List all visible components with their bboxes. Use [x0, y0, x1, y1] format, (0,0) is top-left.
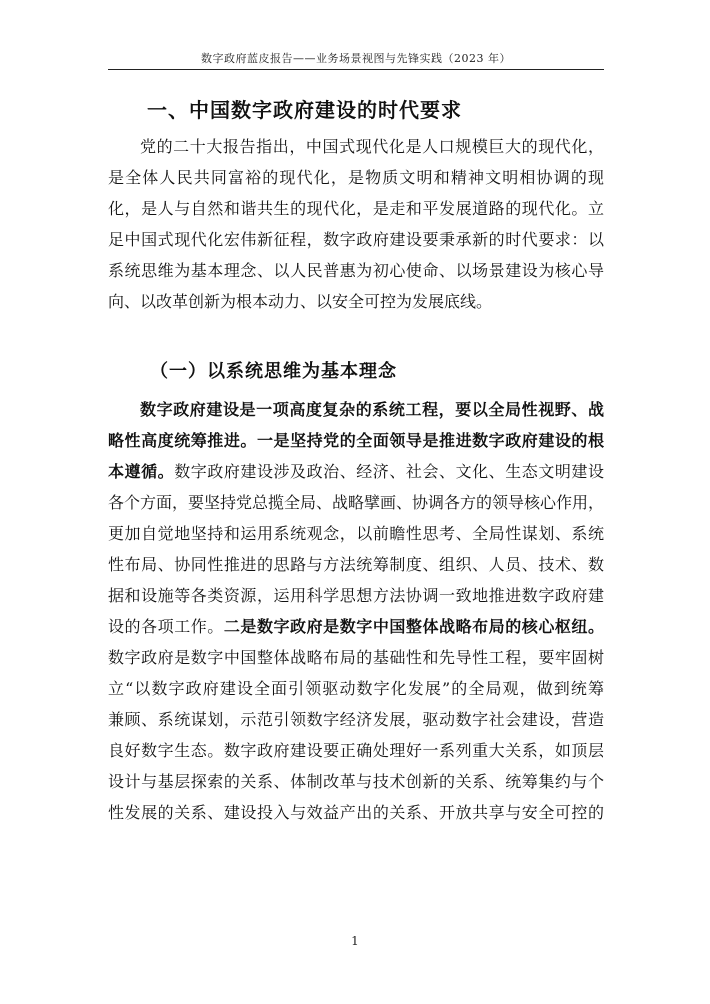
bold-phrase: 本遵循。	[108, 462, 175, 481]
paragraph-line	[108, 456, 604, 487]
paragraph-line: 良好数字生态。数字政府建设要正确处理好一系列重大关系，如顶层	[108, 741, 604, 760]
paragraph-line: 系统思维为基本理念、以人民普惠为初心使命、以场景建设为核心导	[108, 261, 604, 280]
paragraph-line: 兼顾、系统谋划，示范引领数字经济发展，驱动数字社会建设，营造	[108, 710, 604, 729]
line-text: 设的各项工作。	[108, 617, 224, 636]
page-number: 1	[351, 934, 359, 948]
subsection-heading: （一）以系统思维为基本理念	[150, 361, 397, 382]
paragraph-line: 各个方面，要坚持党总揽全局、战略擘画、协调各方的领导核心作用，	[108, 493, 604, 512]
paragraph-line: 据和设施等各类资源，运用科学思想方法协调一致地推进数字政府建	[108, 586, 604, 605]
paragraph-line: 向、以改革创新为根本动力、以安全可控为发展底线。	[108, 292, 493, 311]
paragraph-line: 更加自觉地坚持和运用系统观念，以前瞻性思考、全局性谋划、系统	[108, 524, 604, 543]
paragraph-line: 略性高度统筹推进。一是坚持党的全面领导是推进数字政府建设的根	[108, 431, 604, 450]
paragraph-line: 设计与基层探索的关系、体制改革与技术创新的关系、统筹集约与个	[108, 772, 604, 791]
paragraph-line: 数字政府建设是一项高度复杂的系统工程，要以全局性视野、战	[140, 400, 604, 419]
intro-paragraph	[108, 131, 604, 317]
paragraph-line: 足中国式现代化宏伟新征程，数字政府建设要秉承新的时代要求：以	[108, 230, 604, 249]
paragraph-line	[108, 611, 604, 642]
header-rule	[108, 69, 604, 70]
paragraph-line: 化，是人与自然和谐共生的现代化，是走和平发展道路的现代化。立	[108, 199, 604, 218]
paragraph-line: 是全体人民共同富裕的现代化，是物质文明和精神文明相协调的现	[108, 168, 604, 187]
section-heading: 一、中国数字政府建设的时代要求	[147, 98, 462, 122]
paragraph-line: 党的二十大报告指出，中国式现代化是人口规模巨大的现代化，	[140, 137, 604, 156]
paragraph-line: 立“以数字政府建设全面引领驱动数字化发展”的全局观，做到统筹	[108, 679, 604, 698]
paragraph-line: 性布局、协同性推进的思路与方法统筹制度、组织、人员、技术、数	[108, 555, 604, 574]
running-header: 数字政府蓝皮报告——业务场景视图与先锋实践（2023 年）	[201, 52, 511, 65]
line-text: 数字政府建设涉及政治、经济、社会、文化、生态文明建设	[174, 462, 604, 481]
body-paragraph	[108, 394, 604, 828]
paragraph-line: 数字政府是数字中国整体战略布局的基础性和先导性工程，要牢固树	[108, 648, 604, 667]
bold-phrase: 二是数字政府是数字中国整体战略布局的核心枢纽。	[223, 617, 604, 636]
paragraph-line: 性发展的关系、建设投入与效益产出的关系、开放共享与安全可控的	[108, 803, 604, 822]
